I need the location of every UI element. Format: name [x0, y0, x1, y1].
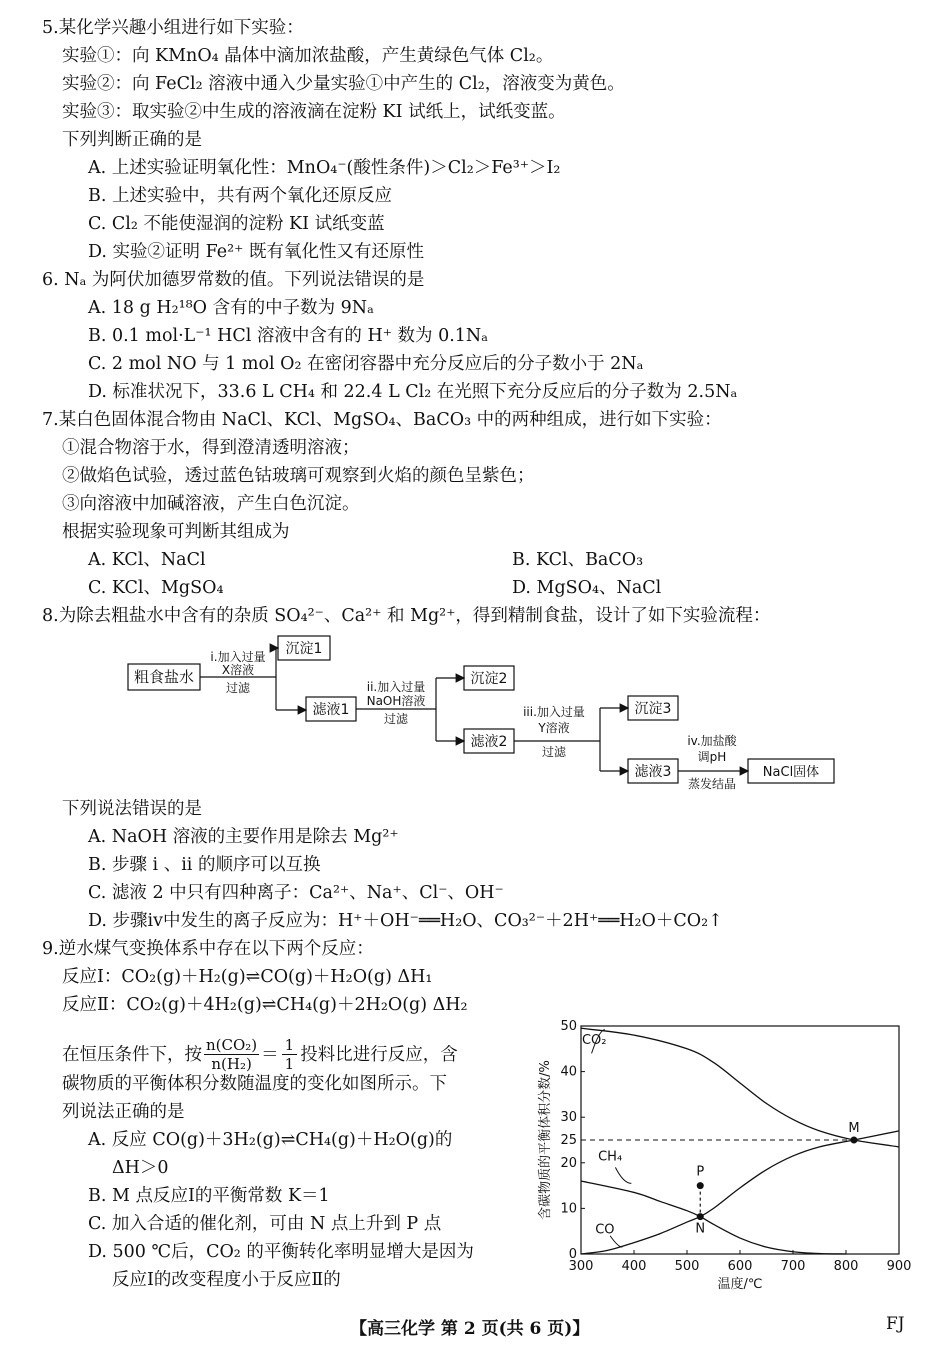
x-tick-label: 500	[674, 1259, 700, 1274]
q9-option-a1: A. 反应 CO(g)＋3H₂(g)⇌CH₄(g)＋H₂O(g)的	[88, 1130, 453, 1150]
q6-stem: 6. Nₐ 为阿伏加德罗常数的值。下列说法错误的是	[42, 270, 425, 290]
flow-ppt3: 沉淀3	[634, 701, 672, 717]
y-tick-label: 25	[560, 1133, 577, 1148]
flow-ppt1: 沉淀1	[285, 641, 323, 657]
q6-option-a: A. 18 g H₂¹⁸O 含有的中子数为 9Nₐ	[88, 298, 374, 318]
flow-step3-c: 过滤	[541, 745, 567, 759]
flow-step2-a: ii.加入过量	[366, 680, 426, 694]
flow-step4-a: iv.加盐酸	[687, 734, 737, 748]
q7-step2: ②做焰色试验，透过蓝色钴玻璃可观察到火焰的颜色呈紫色；	[62, 466, 535, 486]
footer-code: FJ	[886, 1314, 905, 1334]
q9-line2: 碳物质的平衡体积分数随温度的变化如图所示。下	[62, 1074, 447, 1094]
q6-option-d: D. 标准状况下，33.6 L CH₄ 和 22.4 L Cl₂ 在光照下充分反应后的分子数为 2.5Nₐ	[88, 382, 738, 402]
y-tick-label: 10	[560, 1201, 577, 1217]
q9-reaction-1: 反应Ⅰ：CO₂(g)＋H₂(g)⇌CO(g)＋H₂O(g) ΔH₁	[62, 967, 433, 987]
chart-y-axis-label: 含碳物质的平衡体积分数/%	[538, 1060, 553, 1220]
flow-step3-a: iii.加入过量	[523, 705, 585, 719]
q5-ask: 下列判断正确的是	[62, 130, 202, 150]
page-footer	[0, 1314, 950, 1338]
flow-step2-b: NaOH溶液	[366, 694, 426, 708]
q9-frac-num: n(CO₂)	[206, 1036, 258, 1054]
y-tick-label: 20	[560, 1155, 577, 1171]
q8-option-b: B. 步骤 i 、ii 的顺序可以互换	[88, 855, 321, 875]
series-label: CO₂	[581, 1033, 607, 1049]
flow-start: 粗食盐水	[133, 668, 195, 686]
y-tick-label: 0	[568, 1247, 577, 1262]
q9-option-c: C. 加入合适的催化剂，可由 N 点上升到 P 点	[88, 1214, 442, 1234]
flow-end: NaCl固体	[762, 765, 820, 780]
flow-filt2: 滤液2	[470, 734, 508, 750]
q9-stem: 9.逆水煤气变换体系中存在以下两个反应：	[42, 939, 374, 959]
q6-option-c: C. 2 mol NO 与 1 mol O₂ 在密闭容器中充分反应后的分子数小于 2Nₐ	[88, 354, 644, 374]
flow-step1-c: 过滤	[225, 681, 251, 695]
q9-one-den: 1	[284, 1055, 295, 1073]
point-p	[697, 1182, 704, 1189]
flow-filt1: 滤液1	[312, 702, 350, 718]
flow-step1-a: i.加入过量	[210, 650, 266, 664]
q9-ratio-fraction	[204, 1036, 259, 1073]
x-tick-label: 800	[833, 1259, 859, 1274]
q5-stem: 5.某化学兴趣小组进行如下实验：	[42, 18, 304, 38]
q5-exp1: 实验①：向 KMnO₄ 晶体中滴加浓盐酸，产生黄绿色气体 Cl₂。	[62, 46, 554, 66]
q7-step1: ①混合物溶于水，得到澄清透明溶液；	[62, 438, 360, 458]
q7-ask: 根据实验现象可判断其组成为	[62, 522, 290, 542]
point-n	[697, 1213, 704, 1220]
q7-option-c: C. KCl、MgSO₄	[88, 578, 224, 598]
y-tick-label: 50	[560, 1019, 577, 1034]
q8-stem: 8.为除去粗盐水中含有的杂质 SO₄²⁻、Ca²⁺ 和 Mg²⁺，得到精制食盐，设计了如下实验流程：	[42, 606, 771, 626]
q6-option-b: B. 0.1 mol·L⁻¹ HCl 溶液中含有的 H⁺ 数为 0.1Nₐ	[88, 326, 488, 346]
q9-line1-post: 投料比进行反应，含	[300, 1044, 458, 1065]
q7-step3: ③向溶液中加碱溶液，产生白色沉淀。	[62, 494, 360, 514]
q9-option-d2: 反应Ⅰ的改变程度小于反应Ⅱ的	[112, 1270, 341, 1290]
q8-flow-diagram	[0, 630, 950, 800]
q8-option-c: C. 滤液 2 中只有四种离子：Ca²⁺、Na⁺、Cl⁻、OH⁻	[88, 883, 504, 903]
q9-frac-den: n(H₂)	[211, 1055, 252, 1073]
flow-step1-b: X溶液	[221, 663, 255, 677]
flow-step2-c: 过滤	[383, 712, 409, 726]
x-tick-label: 900	[886, 1259, 912, 1274]
q8-option-d: D. 步骤iv中发生的离子反应为：H⁺＋OH⁻══H₂O、CO₃²⁻＋2H⁺══H₂O＋CO₂↑	[88, 911, 723, 931]
point-label-m: M	[848, 1121, 860, 1136]
q7-option-b: B. KCl、BaCO₃	[512, 550, 644, 570]
q7-option-a: A. KCl、NaCl	[88, 550, 206, 570]
q9-line1-pre: 在恒压条件下，按	[62, 1044, 202, 1065]
q7-stem: 7.某白色固体混合物由 NaCl、KCl、MgSO₄、BaCO₃ 中的两种组成，进行如下实验：	[42, 410, 722, 430]
point-m	[850, 1137, 857, 1144]
q9-one-fraction	[282, 1036, 298, 1073]
series-label: CH₄	[598, 1149, 623, 1165]
q9-line3: 列说法正确的是	[62, 1102, 185, 1122]
q9-frac-eq: ＝	[261, 1044, 279, 1065]
q9-reaction-2: 反应Ⅱ：CO₂(g)＋4H₂(g)⇌CH₄(g)＋2H₂O(g) ΔH₂	[62, 995, 468, 1015]
flow-ppt2: 沉淀2	[470, 671, 508, 687]
flow-filt3: 滤液3	[634, 764, 672, 780]
q9-one-num: 1	[282, 1036, 298, 1055]
series-label: CO	[595, 1222, 615, 1238]
footer-page-info: 【高三化学 第 2 页(共 6 页)】	[350, 1319, 590, 1339]
flow-step3-b: Y溶液	[538, 721, 570, 735]
flow-step4-b: 调pH	[697, 750, 727, 764]
q9-chart	[535, 1012, 915, 1292]
point-label-n: N	[695, 1221, 706, 1237]
q5-exp3: 实验③：取实验②中生成的溶液滴在淀粉 KI 试纸上，试纸变蓝。	[62, 102, 566, 122]
x-tick-label: 400	[621, 1259, 647, 1274]
point-label-p: P	[696, 1164, 705, 1180]
q5-option-a: A. 上述实验证明氧化性：MnO₄⁻(酸性条件)＞Cl₂＞Fe³⁺＞I₂	[88, 158, 561, 178]
q9-option-d1: D. 500 ℃后，CO₂ 的平衡转化率明显增大是因为	[88, 1242, 474, 1262]
q9-line1	[62, 1036, 458, 1073]
q9-option-a2: ΔH＞0	[112, 1158, 169, 1178]
series-leader	[615, 1167, 631, 1183]
q5-exp2: 实验②：向 FeCl₂ 溶液中通入少量实验①中产生的 Cl₂，溶液变为黄色。	[62, 74, 625, 94]
q5-option-d: D. 实验②证明 Fe²⁺ 既有氧化性又有还原性	[88, 242, 424, 262]
x-tick-label: 700	[780, 1259, 806, 1274]
q8-ask: 下列说法错误的是	[62, 799, 202, 819]
q7-option-d: D. MgSO₄、NaCl	[512, 578, 662, 598]
q8-option-a: A. NaOH 溶液的主要作用是除去 Mg²⁺	[88, 827, 399, 847]
q5-option-c: C. Cl₂ 不能使湿润的淀粉 KI 试纸变蓝	[88, 214, 385, 234]
q9-option-b: B. M 点反应Ⅰ的平衡常数 K＝1	[88, 1186, 330, 1206]
x-tick-label: 300	[568, 1259, 594, 1274]
q5-option-b: B. 上述实验中，共有两个氧化还原反应	[88, 186, 392, 206]
series-line-ch4	[581, 1181, 846, 1254]
y-tick-label: 40	[560, 1064, 577, 1080]
y-tick-label: 30	[560, 1110, 577, 1126]
series-line-co	[581, 1131, 899, 1254]
flow-step4-c: 蒸发结晶	[687, 777, 737, 791]
chart-x-axis-label: 温度/℃	[717, 1277, 763, 1292]
x-tick-label: 600	[727, 1259, 753, 1274]
